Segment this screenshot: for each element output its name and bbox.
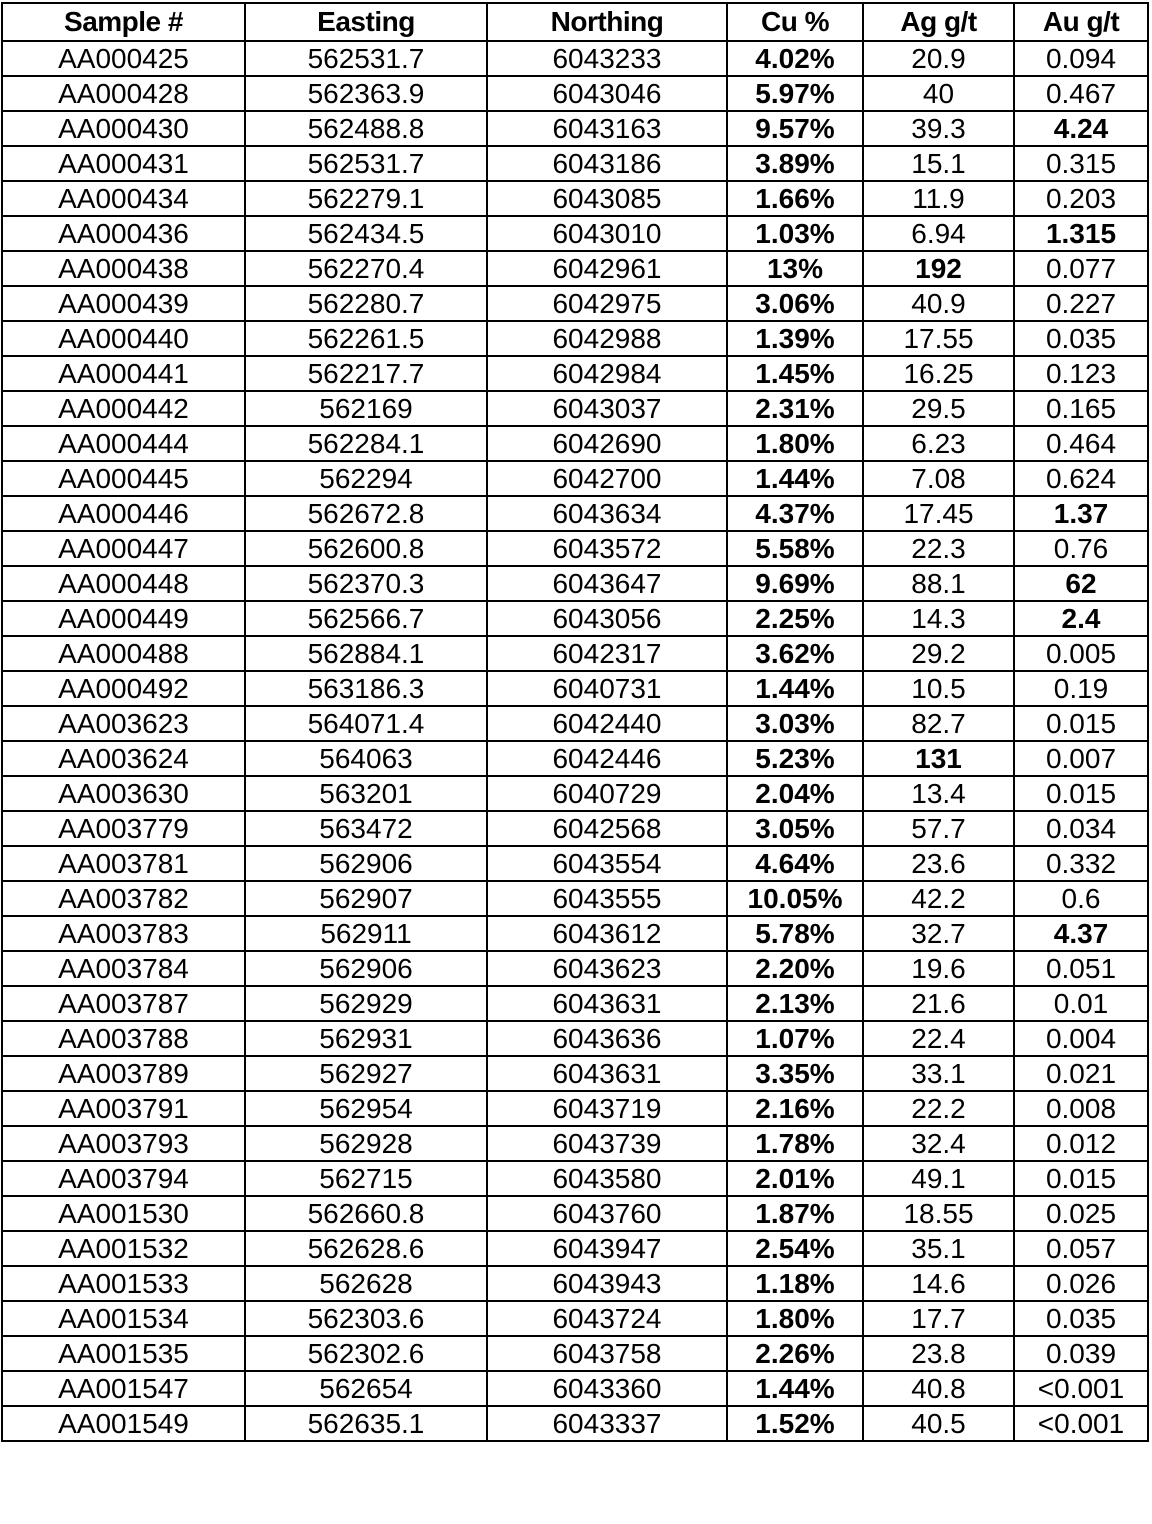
northing-cell: 6043163 — [487, 111, 727, 146]
cu-cell: 2.54% — [727, 1231, 863, 1266]
header-northing: Northing — [487, 3, 727, 41]
table-row — [2, 951, 1148, 986]
cu-cell: 4.64% — [727, 846, 863, 881]
easting-cell: 562370.3 — [245, 566, 487, 601]
sample-cell: AA003783 — [2, 916, 245, 951]
table-row — [2, 1126, 1148, 1161]
easting-cell: 562600.8 — [245, 531, 487, 566]
northing-cell: 6042984 — [487, 356, 727, 391]
table-row — [2, 846, 1148, 881]
au-cell: 0.004 — [1014, 1021, 1148, 1056]
cu-cell: 2.26% — [727, 1336, 863, 1371]
table-row — [2, 181, 1148, 216]
cu-cell: 2.01% — [727, 1161, 863, 1196]
au-cell: 1.315 — [1014, 216, 1148, 251]
au-cell: 0.026 — [1014, 1266, 1148, 1301]
cu-cell: 5.58% — [727, 531, 863, 566]
table-row — [2, 111, 1148, 146]
ag-cell: 18.55 — [863, 1196, 1014, 1231]
northing-cell: 6042988 — [487, 321, 727, 356]
cu-cell: 2.13% — [727, 986, 863, 1021]
easting-cell: 562531.7 — [245, 41, 487, 76]
easting-cell: 563186.3 — [245, 671, 487, 706]
sample-cell: AA003784 — [2, 951, 245, 986]
cu-cell: 1.66% — [727, 181, 863, 216]
easting-cell: 562715 — [245, 1161, 487, 1196]
ag-cell: 6.94 — [863, 216, 1014, 251]
au-cell: 0.057 — [1014, 1231, 1148, 1266]
ag-cell: 32.7 — [863, 916, 1014, 951]
table-row — [2, 741, 1148, 776]
table-row — [2, 1371, 1148, 1406]
easting-cell: 562654 — [245, 1371, 487, 1406]
ag-cell: 15.1 — [863, 146, 1014, 181]
northing-cell: 6043580 — [487, 1161, 727, 1196]
sample-cell: AA000444 — [2, 426, 245, 461]
easting-cell: 562635.1 — [245, 1406, 487, 1441]
easting-cell: 562303.6 — [245, 1301, 487, 1336]
au-cell: 0.077 — [1014, 251, 1148, 286]
au-cell: 0.005 — [1014, 636, 1148, 671]
ag-cell: 17.7 — [863, 1301, 1014, 1336]
sample-cell: AA000492 — [2, 671, 245, 706]
cu-cell: 3.06% — [727, 286, 863, 321]
table-row — [2, 636, 1148, 671]
cu-cell: 1.44% — [727, 671, 863, 706]
header-sample: Sample # — [2, 3, 245, 41]
au-cell: 0.034 — [1014, 811, 1148, 846]
table-row — [2, 881, 1148, 916]
au-cell: <0.001 — [1014, 1371, 1148, 1406]
cu-cell: 3.62% — [727, 636, 863, 671]
table-row — [2, 426, 1148, 461]
cu-cell: 2.16% — [727, 1091, 863, 1126]
table-row — [2, 1336, 1148, 1371]
easting-cell: 562270.4 — [245, 251, 487, 286]
au-cell: 0.123 — [1014, 356, 1148, 391]
cu-cell: 1.03% — [727, 216, 863, 251]
ag-cell: 13.4 — [863, 776, 1014, 811]
northing-cell: 6043612 — [487, 916, 727, 951]
easting-cell: 562302.6 — [245, 1336, 487, 1371]
easting-cell: 562906 — [245, 846, 487, 881]
au-cell: 0.021 — [1014, 1056, 1148, 1091]
table-row — [2, 1091, 1148, 1126]
cu-cell: 2.25% — [727, 601, 863, 636]
ag-cell: 10.5 — [863, 671, 1014, 706]
northing-cell: 6043010 — [487, 216, 727, 251]
easting-cell: 562434.5 — [245, 216, 487, 251]
easting-cell: 562363.9 — [245, 76, 487, 111]
table-row — [2, 356, 1148, 391]
au-cell: 0.464 — [1014, 426, 1148, 461]
au-cell: <0.001 — [1014, 1406, 1148, 1441]
table-row — [2, 916, 1148, 951]
sample-cell: AA003787 — [2, 986, 245, 1021]
sample-cell: AA001547 — [2, 1371, 245, 1406]
sample-cell: AA000439 — [2, 286, 245, 321]
au-cell: 0.039 — [1014, 1336, 1148, 1371]
sample-cell: AA000442 — [2, 391, 245, 426]
au-cell: 0.76 — [1014, 531, 1148, 566]
northing-cell: 6043037 — [487, 391, 727, 426]
sample-cell: AA000428 — [2, 76, 245, 111]
ag-cell: 11.9 — [863, 181, 1014, 216]
au-cell: 0.051 — [1014, 951, 1148, 986]
table-row — [2, 286, 1148, 321]
easting-cell: 562169 — [245, 391, 487, 426]
cu-cell: 3.89% — [727, 146, 863, 181]
cu-cell: 1.39% — [727, 321, 863, 356]
northing-cell: 6042568 — [487, 811, 727, 846]
au-cell: 0.007 — [1014, 741, 1148, 776]
cu-cell: 4.37% — [727, 496, 863, 531]
cu-cell: 9.57% — [727, 111, 863, 146]
sample-cell: AA000441 — [2, 356, 245, 391]
cu-cell: 2.04% — [727, 776, 863, 811]
ag-cell: 32.4 — [863, 1126, 1014, 1161]
easting-cell: 562672.8 — [245, 496, 487, 531]
sample-cell: AA003789 — [2, 1056, 245, 1091]
ag-cell: 88.1 — [863, 566, 1014, 601]
sample-cell: AA003623 — [2, 706, 245, 741]
au-cell: 0.203 — [1014, 181, 1148, 216]
northing-cell: 6043233 — [487, 41, 727, 76]
sample-cell: AA000445 — [2, 461, 245, 496]
northing-cell: 6042700 — [487, 461, 727, 496]
table-row — [2, 216, 1148, 251]
ag-cell: 22.4 — [863, 1021, 1014, 1056]
table-row — [2, 1301, 1148, 1336]
sample-cell: AA001535 — [2, 1336, 245, 1371]
cu-cell: 5.97% — [727, 76, 863, 111]
ag-cell: 17.45 — [863, 496, 1014, 531]
ag-cell: 40.9 — [863, 286, 1014, 321]
northing-cell: 6042690 — [487, 426, 727, 461]
northing-cell: 6043085 — [487, 181, 727, 216]
header-row — [2, 3, 1148, 41]
ag-cell: 16.25 — [863, 356, 1014, 391]
northing-cell: 6043647 — [487, 566, 727, 601]
cu-cell: 3.05% — [727, 811, 863, 846]
sample-cell: AA001549 — [2, 1406, 245, 1441]
table-row — [2, 146, 1148, 181]
easting-cell: 562279.1 — [245, 181, 487, 216]
au-cell: 0.015 — [1014, 776, 1148, 811]
table-row — [2, 776, 1148, 811]
easting-cell: 562911 — [245, 916, 487, 951]
easting-cell: 562928 — [245, 1126, 487, 1161]
easting-cell: 562931 — [245, 1021, 487, 1056]
easting-cell: 562927 — [245, 1056, 487, 1091]
header-ag: Ag g/t — [863, 3, 1014, 41]
cu-cell: 1.80% — [727, 426, 863, 461]
sample-cell: AA000440 — [2, 321, 245, 356]
northing-cell: 6043758 — [487, 1336, 727, 1371]
easting-cell: 562531.7 — [245, 146, 487, 181]
ag-cell: 35.1 — [863, 1231, 1014, 1266]
header-easting: Easting — [245, 3, 487, 41]
northing-cell: 6043623 — [487, 951, 727, 986]
ag-cell: 23.8 — [863, 1336, 1014, 1371]
northing-cell: 6043947 — [487, 1231, 727, 1266]
northing-cell: 6043555 — [487, 881, 727, 916]
ag-cell: 19.6 — [863, 951, 1014, 986]
easting-cell: 562280.7 — [245, 286, 487, 321]
table-row — [2, 1231, 1148, 1266]
cu-cell: 5.78% — [727, 916, 863, 951]
northing-cell: 6043186 — [487, 146, 727, 181]
ag-cell: 21.6 — [863, 986, 1014, 1021]
northing-cell: 6043719 — [487, 1091, 727, 1126]
table-row — [2, 566, 1148, 601]
au-cell: 0.035 — [1014, 1301, 1148, 1336]
sample-cell: AA003781 — [2, 846, 245, 881]
table-row — [2, 671, 1148, 706]
ag-cell: 7.08 — [863, 461, 1014, 496]
northing-cell: 6042446 — [487, 741, 727, 776]
table-row — [2, 251, 1148, 286]
ag-cell: 14.6 — [863, 1266, 1014, 1301]
northing-cell: 6043943 — [487, 1266, 727, 1301]
au-cell: 0.6 — [1014, 881, 1148, 916]
ag-cell: 22.3 — [863, 531, 1014, 566]
au-cell: 0.015 — [1014, 1161, 1148, 1196]
cu-cell: 13% — [727, 251, 863, 286]
easting-cell: 562884.1 — [245, 636, 487, 671]
cu-cell: 3.35% — [727, 1056, 863, 1091]
easting-cell: 562488.8 — [245, 111, 487, 146]
sample-cell: AA003779 — [2, 811, 245, 846]
sample-cell: AA000448 — [2, 566, 245, 601]
au-cell: 4.24 — [1014, 111, 1148, 146]
northing-cell: 6042317 — [487, 636, 727, 671]
ag-cell: 20.9 — [863, 41, 1014, 76]
au-cell: 0.227 — [1014, 286, 1148, 321]
cu-cell: 1.44% — [727, 1371, 863, 1406]
sample-cell: AA000438 — [2, 251, 245, 286]
ag-cell: 22.2 — [863, 1091, 1014, 1126]
sample-cell: AA000488 — [2, 636, 245, 671]
au-cell: 1.37 — [1014, 496, 1148, 531]
northing-cell: 6043046 — [487, 76, 727, 111]
table-row — [2, 1161, 1148, 1196]
au-cell: 0.165 — [1014, 391, 1148, 426]
ag-cell: 14.3 — [863, 601, 1014, 636]
northing-cell: 6040729 — [487, 776, 727, 811]
northing-cell: 6043631 — [487, 986, 727, 1021]
ag-cell: 40.8 — [863, 1371, 1014, 1406]
cu-cell: 1.18% — [727, 1266, 863, 1301]
table-row — [2, 1196, 1148, 1231]
au-cell: 0.624 — [1014, 461, 1148, 496]
sample-cell: AA000430 — [2, 111, 245, 146]
easting-cell: 562628.6 — [245, 1231, 487, 1266]
easting-cell: 564063 — [245, 741, 487, 776]
northing-cell: 6043360 — [487, 1371, 727, 1406]
assay-results-table — [1, 2, 1149, 1442]
au-cell: 0.332 — [1014, 846, 1148, 881]
au-cell: 62 — [1014, 566, 1148, 601]
au-cell: 0.467 — [1014, 76, 1148, 111]
easting-cell: 563201 — [245, 776, 487, 811]
ag-cell: 6.23 — [863, 426, 1014, 461]
cu-cell: 1.44% — [727, 461, 863, 496]
sample-cell: AA000431 — [2, 146, 245, 181]
au-cell: 0.012 — [1014, 1126, 1148, 1161]
sample-cell: AA000446 — [2, 496, 245, 531]
table-row — [2, 41, 1148, 76]
sample-cell: AA003791 — [2, 1091, 245, 1126]
au-cell: 0.19 — [1014, 671, 1148, 706]
ag-cell: 29.5 — [863, 391, 1014, 426]
table-row — [2, 391, 1148, 426]
cu-cell: 9.69% — [727, 566, 863, 601]
table-row — [2, 986, 1148, 1021]
ag-cell: 49.1 — [863, 1161, 1014, 1196]
ag-cell: 192 — [863, 251, 1014, 286]
cu-cell: 1.45% — [727, 356, 863, 391]
easting-cell: 562628 — [245, 1266, 487, 1301]
au-cell: 4.37 — [1014, 916, 1148, 951]
table-body — [2, 41, 1148, 1441]
northing-cell: 6043724 — [487, 1301, 727, 1336]
easting-cell: 562954 — [245, 1091, 487, 1126]
sample-cell: AA001532 — [2, 1231, 245, 1266]
northing-cell: 6042975 — [487, 286, 727, 321]
easting-cell: 562284.1 — [245, 426, 487, 461]
easting-cell: 562217.7 — [245, 356, 487, 391]
sample-cell: AA003794 — [2, 1161, 245, 1196]
cu-cell: 2.20% — [727, 951, 863, 986]
au-cell: 0.025 — [1014, 1196, 1148, 1231]
northing-cell: 6043634 — [487, 496, 727, 531]
northing-cell: 6043760 — [487, 1196, 727, 1231]
au-cell: 0.035 — [1014, 321, 1148, 356]
sample-cell: AA000425 — [2, 41, 245, 76]
ag-cell: 57.7 — [863, 811, 1014, 846]
ag-cell: 42.2 — [863, 881, 1014, 916]
easting-cell: 564071.4 — [245, 706, 487, 741]
sample-cell: AA000436 — [2, 216, 245, 251]
table-row — [2, 1406, 1148, 1441]
ag-cell: 23.6 — [863, 846, 1014, 881]
cu-cell: 1.52% — [727, 1406, 863, 1441]
au-cell: 0.01 — [1014, 986, 1148, 1021]
northing-cell: 6043631 — [487, 1056, 727, 1091]
table-row — [2, 76, 1148, 111]
northing-cell: 6043056 — [487, 601, 727, 636]
table-row — [2, 531, 1148, 566]
header-cu: Cu % — [727, 3, 863, 41]
ag-cell: 82.7 — [863, 706, 1014, 741]
sample-cell: AA001530 — [2, 1196, 245, 1231]
sample-cell: AA001534 — [2, 1301, 245, 1336]
cu-cell: 1.87% — [727, 1196, 863, 1231]
table-row — [2, 1021, 1148, 1056]
northing-cell: 6043337 — [487, 1406, 727, 1441]
easting-cell: 562261.5 — [245, 321, 487, 356]
ag-cell: 29.2 — [863, 636, 1014, 671]
cu-cell: 3.03% — [727, 706, 863, 741]
easting-cell: 563472 — [245, 811, 487, 846]
easting-cell: 562907 — [245, 881, 487, 916]
table-row — [2, 706, 1148, 741]
sample-cell: AA000449 — [2, 601, 245, 636]
table-row — [2, 461, 1148, 496]
cu-cell: 4.02% — [727, 41, 863, 76]
cu-cell: 5.23% — [727, 741, 863, 776]
ag-cell: 40.5 — [863, 1406, 1014, 1441]
table-row — [2, 496, 1148, 531]
cu-cell: 1.78% — [727, 1126, 863, 1161]
easting-cell: 562294 — [245, 461, 487, 496]
easting-cell: 562906 — [245, 951, 487, 986]
cu-cell: 1.80% — [727, 1301, 863, 1336]
header-au: Au g/t — [1014, 3, 1148, 41]
au-cell: 0.094 — [1014, 41, 1148, 76]
sample-cell: AA003630 — [2, 776, 245, 811]
sample-cell: AA000434 — [2, 181, 245, 216]
cu-cell: 1.07% — [727, 1021, 863, 1056]
sample-cell: AA003782 — [2, 881, 245, 916]
sample-cell: AA003624 — [2, 741, 245, 776]
ag-cell: 17.55 — [863, 321, 1014, 356]
easting-cell: 562929 — [245, 986, 487, 1021]
northing-cell: 6042961 — [487, 251, 727, 286]
au-cell: 0.008 — [1014, 1091, 1148, 1126]
northing-cell: 6043554 — [487, 846, 727, 881]
ag-cell: 40 — [863, 76, 1014, 111]
northing-cell: 6043636 — [487, 1021, 727, 1056]
sample-cell: AA001533 — [2, 1266, 245, 1301]
au-cell: 2.4 — [1014, 601, 1148, 636]
table-row — [2, 321, 1148, 356]
easting-cell: 562660.8 — [245, 1196, 487, 1231]
table-row — [2, 1266, 1148, 1301]
table-row — [2, 1056, 1148, 1091]
sample-cell: AA000447 — [2, 531, 245, 566]
table-row — [2, 601, 1148, 636]
northing-cell: 6042440 — [487, 706, 727, 741]
sample-cell: AA003793 — [2, 1126, 245, 1161]
ag-cell: 131 — [863, 741, 1014, 776]
sample-cell: AA003788 — [2, 1021, 245, 1056]
cu-cell: 2.31% — [727, 391, 863, 426]
ag-cell: 39.3 — [863, 111, 1014, 146]
northing-cell: 6040731 — [487, 671, 727, 706]
au-cell: 0.315 — [1014, 146, 1148, 181]
ag-cell: 33.1 — [863, 1056, 1014, 1091]
northing-cell: 6043739 — [487, 1126, 727, 1161]
northing-cell: 6043572 — [487, 531, 727, 566]
table-row — [2, 811, 1148, 846]
au-cell: 0.015 — [1014, 706, 1148, 741]
easting-cell: 562566.7 — [245, 601, 487, 636]
cu-cell: 10.05% — [727, 881, 863, 916]
